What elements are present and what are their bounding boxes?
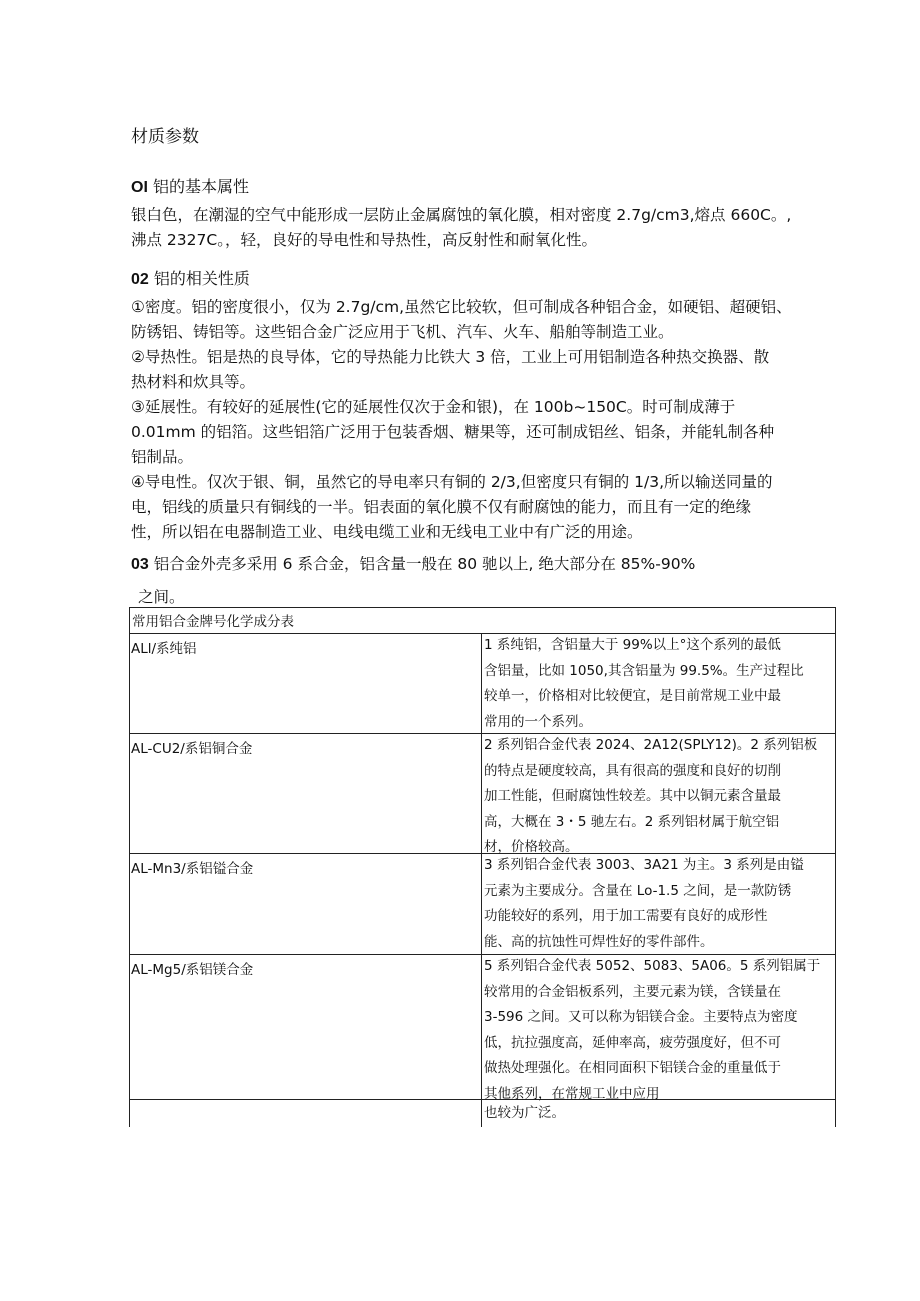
table-cell-line: 加工性能，但耐腐蚀性较差。其中以铜元素含量最 (484, 788, 781, 804)
text-line: 热材料和炊具等。 (131, 373, 256, 391)
table-row-description (484, 633, 804, 735)
table-row-label: AL-Mn3/系铝镒合金 (131, 861, 254, 877)
table-row-description (484, 853, 804, 955)
section-3-text: 铝合金外壳多采用 6 系合金，铝含量一般在 80 驰以上, 绝大部分在 85%-90% (153, 555, 696, 573)
text-line: ④导电性。仅次于银、铜，虽然它的导电率只有铜的 2/3,但密度只有铜的 1/3,所以输送同量的 (131, 473, 773, 491)
table-cell-line: 能、高的抗蚀性可焊性好的零件部件。 (484, 933, 714, 950)
table-border (481, 633, 482, 1127)
table-cell-line: 2 系列铝合金代表 2024、2A12(SPLY12)。2 系列铝板 (484, 737, 818, 753)
table-cell-line: 的特点是硬度较高，具有很高的强度和良好的切削 (484, 762, 781, 779)
text-line: 0.01mm 的铝箔。这些铝箔广泛用于包装香烟、糖果等，还可制成铝丝、铝条，并能轧制各种 (131, 423, 775, 441)
table-cell-line: 高，大概在 3・5 驰左右。2 系列铝材属于航空铝 (484, 813, 780, 830)
table-cell-line: 含铝量，比如 1050,其含铝量为 99.5%。生产过程比 (484, 662, 804, 679)
table-cell-line: 功能较好的系列，用于加工需要有良好的成形性 (484, 908, 768, 924)
alloy-composition-table (129, 607, 836, 1127)
text-line: ②导热性。铝是热的良导体，它的导热能力比铁大 3 倍，工业上可用铝制造各种热交换器、散 (131, 348, 770, 366)
text-line: 铝制品。 (131, 448, 194, 466)
table-cell-line: 做热处理强化。在相同面积下铝镁合金的重量低于 (484, 1060, 781, 1076)
table-cell-line: 低，抗拉强度高，延伸率高，疲劳强度好，但不可 (484, 1034, 781, 1051)
section-2-number: 02 (131, 271, 149, 288)
table-cell-line: 较常用的合金铝板系列，主要元素为镁，含镁量在 (484, 983, 781, 1000)
table-cell-line: 也较为广泛。 (484, 1105, 565, 1121)
table-row-description (484, 733, 817, 861)
table-border (129, 607, 130, 1127)
section-3-number: 03 (131, 556, 149, 573)
table-cell-line: 元素为主要成分。含量在 Lo-1.5 之间，是一款防锈 (484, 882, 792, 899)
section-1-number: OI (131, 179, 148, 196)
section-2-body (131, 295, 792, 545)
text-line: 性，所以铝在电器制造工业、电线电缆工业和无线电工业中有广泛的用途。 (131, 523, 643, 541)
table-border (129, 607, 836, 608)
table-row-label: AL-Mg5/系铝镁合金 (131, 962, 254, 978)
table-cell-line: 常用的一个系列。 (484, 713, 592, 730)
text-line: 沸点 2327C。，轻，良好的导电性和导热性，高反射性和耐氧化性。 (131, 231, 597, 249)
page-title: 材质参数 (131, 127, 199, 147)
table-row-label: AL-CU2/系铝铜合金 (131, 741, 253, 757)
table-row-label: ALl/系纯铝 (131, 641, 197, 657)
text-line: 防锈铝、铸铝等。这些铝合金广泛应用于飞机、汽车、火车、船舶等制造工业。 (131, 323, 674, 341)
text-line: 电，铝线的质量只有铜线的一半。铝表面的氧化膜不仅有耐腐蚀的能力，而且有一定的绝缘 (131, 498, 752, 516)
section-3-tail: 之间。 (138, 588, 185, 606)
section-3-heading (131, 552, 695, 574)
section-1-heading (131, 174, 249, 197)
table-cell-line: 3 系列铝合金代表 3003、3A21 为主。3 系列是由镒 (484, 857, 804, 873)
text-line: ③延展性。有较好的延展性(它的延展性仅次于金和银)，在 100b~150C。时可制成薄于 (131, 398, 736, 416)
section-2-title: 铝的相关性质 (153, 269, 250, 288)
section-1-title: 铝的基本属性 (152, 177, 249, 196)
text-line: 银白色，在潮湿的空气中能形成一层防止金属腐蚀的氧化膜，相对密度 2.7g∕cm3,熔点 660C。, (131, 206, 792, 224)
table-cell-line: 1 系纯铝，含铝量大于 99%以上°这个系列的最低 (484, 637, 781, 653)
table-cell-line: 材，价格较高。 (484, 839, 579, 855)
table-row-description (484, 1101, 565, 1127)
section-2-heading (131, 266, 250, 289)
section-1-body (131, 203, 791, 253)
table-caption: 常用铝合金牌号化学成分表 (132, 614, 294, 630)
table-row-description (484, 954, 820, 1107)
table-cell-line: 较单一，价格相对比较便宜，是目前常规工业中最 (484, 688, 781, 704)
table-cell-line: 5 系列铝合金代表 5052、5083、5A06。5 系列铝属于 (484, 958, 821, 974)
table-cell-line: 其他系列，在常规工业中应用 (484, 1085, 660, 1102)
table-cell-line: 3-596 之间。又可以称为铝镁合金。主要特点为密度 (484, 1009, 798, 1025)
table-border (835, 607, 836, 1127)
text-line: ①密度。铝的密度很小，仅为 2.7g∕cm,虽然它比较软，但可制成各种铝合金，如硬铝、超硬铝、 (131, 298, 792, 316)
